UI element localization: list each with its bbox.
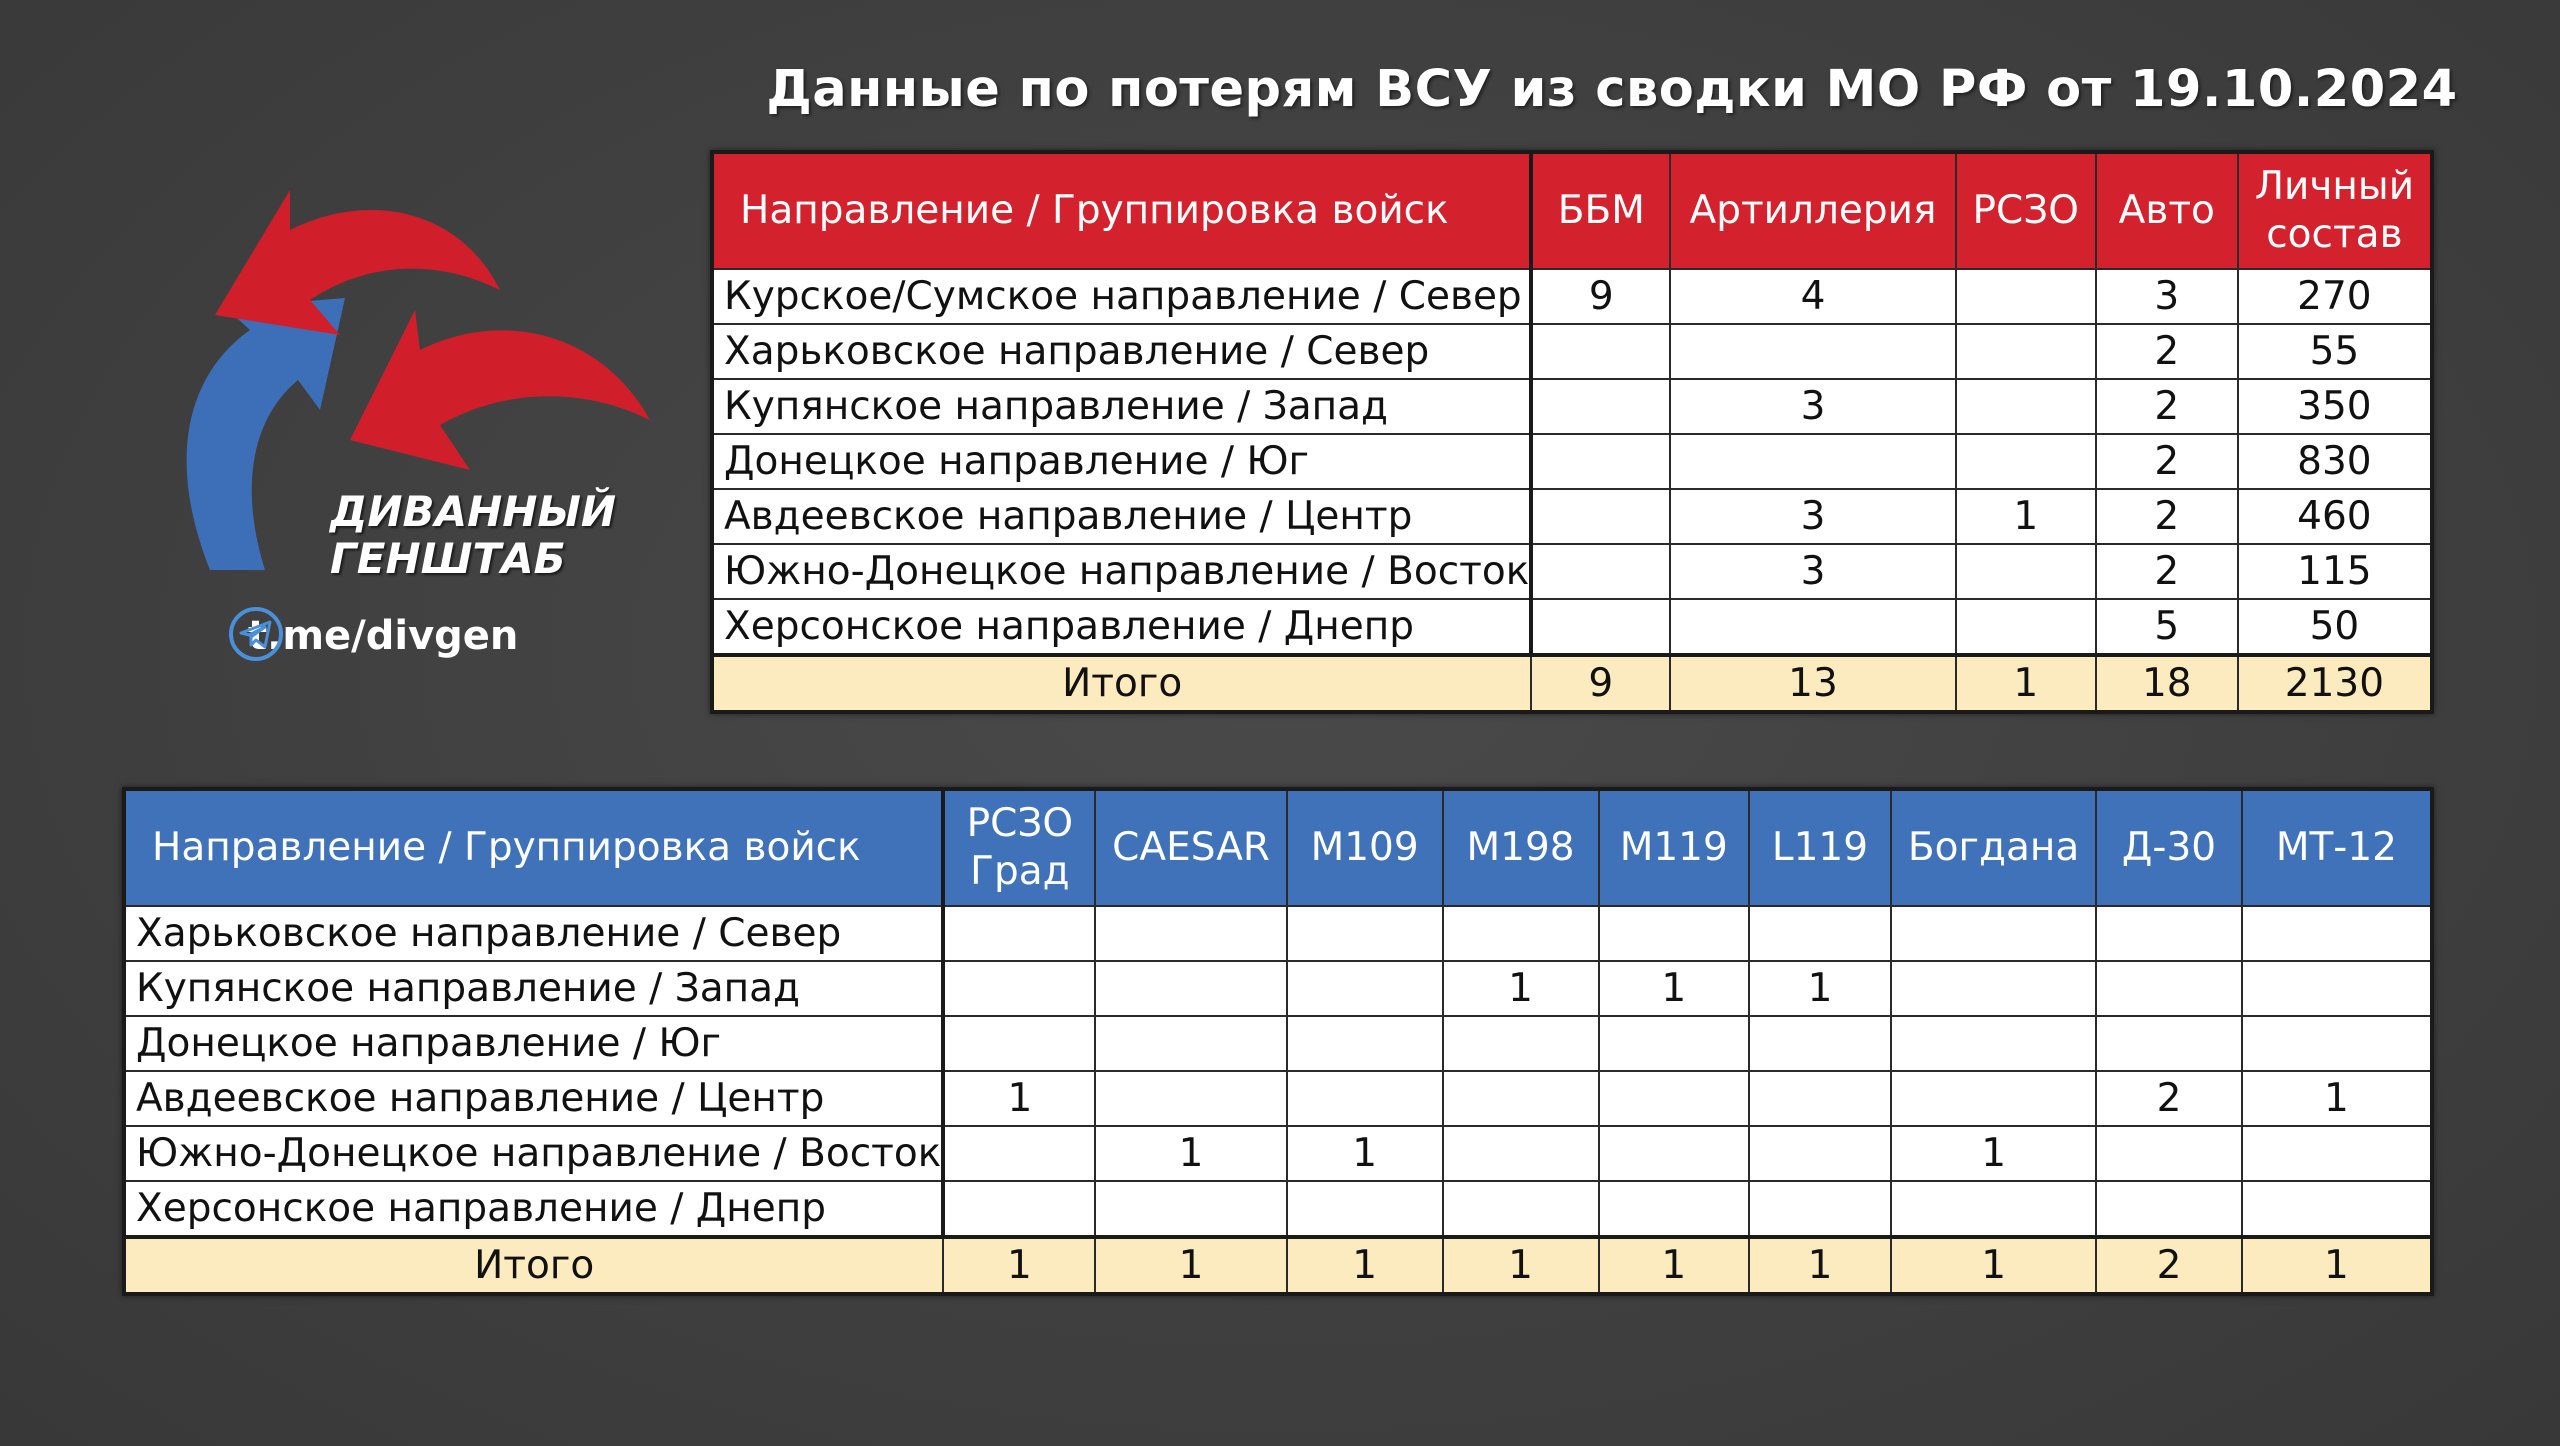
telegram-icon xyxy=(228,606,284,662)
losses-table-top xyxy=(710,150,2434,714)
value-cell: 270 xyxy=(2238,269,2432,324)
value-cell: 2 xyxy=(2096,324,2238,379)
value-cell xyxy=(2242,1016,2432,1071)
value-cell: 2 xyxy=(2096,379,2238,434)
value-cell xyxy=(1095,1071,1286,1126)
table-row xyxy=(124,961,2432,1016)
value-cell: 460 xyxy=(2238,489,2432,544)
logo-link-row xyxy=(228,606,518,666)
total-value: 1 xyxy=(1443,1237,1599,1294)
value-cell: 1 xyxy=(1749,961,1891,1016)
value-cell: 9 xyxy=(1531,269,1670,324)
value-cell: 3 xyxy=(1670,379,1955,434)
direction-cell: Южно-Донецкое направление / Восток xyxy=(124,1126,943,1181)
direction-cell: Купянское направление / Запад xyxy=(124,961,943,1016)
table-row xyxy=(124,1126,2432,1181)
total-value: 1 xyxy=(1095,1237,1286,1294)
column-header: РСЗО xyxy=(1956,152,2096,269)
value-cell xyxy=(943,1016,1095,1071)
direction-cell: Южно-Донецкое направление / Восток xyxy=(712,544,1531,599)
table-row xyxy=(124,1016,2432,1071)
value-cell xyxy=(1670,599,1955,655)
value-cell xyxy=(1287,906,1443,961)
table-header-row xyxy=(124,789,2432,906)
direction-cell: Херсонское направление / Днепр xyxy=(712,599,1531,655)
value-cell xyxy=(1599,1071,1749,1126)
value-cell: 2 xyxy=(2096,544,2238,599)
value-cell: 1 xyxy=(1287,1126,1443,1181)
value-cell xyxy=(2242,1181,2432,1237)
value-cell xyxy=(1749,1181,1891,1237)
total-value: 1 xyxy=(1599,1237,1749,1294)
table-row xyxy=(712,379,2432,434)
total-label: Итого xyxy=(712,655,1531,712)
value-cell: 115 xyxy=(2238,544,2432,599)
value-cell xyxy=(1443,906,1599,961)
total-value: 9 xyxy=(1531,655,1670,712)
value-cell xyxy=(1443,1126,1599,1181)
value-cell xyxy=(1956,379,2096,434)
value-cell xyxy=(1670,434,1955,489)
value-cell: 1 xyxy=(943,1071,1095,1126)
direction-cell: Купянское направление / Запад xyxy=(712,379,1531,434)
table-row xyxy=(712,599,2432,655)
value-cell: 4 xyxy=(1670,269,1955,324)
direction-cell: Авдеевское направление / Центр xyxy=(712,489,1531,544)
value-cell xyxy=(1956,269,2096,324)
value-cell xyxy=(1287,1071,1443,1126)
table-row xyxy=(124,1181,2432,1237)
value-cell xyxy=(2242,906,2432,961)
total-value: 13 xyxy=(1670,655,1955,712)
value-cell xyxy=(1095,1181,1286,1237)
table-row xyxy=(124,906,2432,961)
value-cell xyxy=(1095,906,1286,961)
value-cell: 2 xyxy=(2096,489,2238,544)
value-cell xyxy=(1443,1181,1599,1237)
column-header-direction: Направление / Группировка войск xyxy=(124,789,943,906)
page-title: Данные по потерям ВСУ из сводки МО РФ от 19.10.2024 xyxy=(766,60,2458,119)
value-cell xyxy=(943,906,1095,961)
column-header: M109 xyxy=(1287,789,1443,906)
value-cell xyxy=(1095,1016,1286,1071)
value-cell xyxy=(1891,1181,2096,1237)
table-header-row xyxy=(712,152,2432,269)
value-cell: 1 xyxy=(1956,489,2096,544)
value-cell xyxy=(1531,324,1670,379)
table-row xyxy=(712,544,2432,599)
value-cell xyxy=(1891,906,2096,961)
value-cell: 2 xyxy=(2096,1071,2242,1126)
column-header: Артиллерия xyxy=(1670,152,1955,269)
column-header: CAESAR xyxy=(1095,789,1286,906)
value-cell xyxy=(1531,489,1670,544)
value-cell xyxy=(1443,1071,1599,1126)
logo xyxy=(170,170,670,680)
value-cell xyxy=(1443,1016,1599,1071)
value-cell xyxy=(2242,1126,2432,1181)
value-cell xyxy=(1599,1181,1749,1237)
value-cell xyxy=(1749,1016,1891,1071)
value-cell: 3 xyxy=(1670,544,1955,599)
value-cell xyxy=(2096,961,2242,1016)
value-cell: 3 xyxy=(1670,489,1955,544)
total-value: 18 xyxy=(2096,655,2238,712)
value-cell xyxy=(1670,324,1955,379)
value-cell xyxy=(2096,1126,2242,1181)
value-cell xyxy=(2096,1016,2242,1071)
logo-name-line1: ДИВАННЫЙ xyxy=(330,487,617,536)
direction-cell: Харьковское направление / Север xyxy=(712,324,1531,379)
value-cell xyxy=(1956,324,2096,379)
direction-cell: Курское/Сумское направление / Север xyxy=(712,269,1531,324)
total-row xyxy=(712,655,2432,712)
total-row xyxy=(124,1237,2432,1294)
value-cell xyxy=(1287,1016,1443,1071)
value-cell xyxy=(943,1181,1095,1237)
value-cell: 350 xyxy=(2238,379,2432,434)
table-row xyxy=(712,489,2432,544)
column-header: Личный состав xyxy=(2238,152,2432,269)
column-header: L119 xyxy=(1749,789,1891,906)
value-cell xyxy=(1599,1016,1749,1071)
column-header: Авто xyxy=(2096,152,2238,269)
value-cell: 1 xyxy=(1599,961,1749,1016)
value-cell xyxy=(1891,961,2096,1016)
value-cell xyxy=(2096,906,2242,961)
value-cell xyxy=(1095,961,1286,1016)
value-cell xyxy=(1531,544,1670,599)
total-value: 2130 xyxy=(2238,655,2432,712)
column-header: МТ-12 xyxy=(2242,789,2432,906)
value-cell xyxy=(1531,379,1670,434)
column-header: M198 xyxy=(1443,789,1599,906)
value-cell xyxy=(943,1126,1095,1181)
column-header: Д-30 xyxy=(2096,789,2242,906)
logo-name-line2: ГЕНШТАБ xyxy=(330,534,566,583)
direction-cell: Херсонское направление / Днепр xyxy=(124,1181,943,1237)
value-cell xyxy=(1749,1126,1891,1181)
column-header: Богдана xyxy=(1891,789,2096,906)
value-cell xyxy=(1891,1016,2096,1071)
value-cell xyxy=(1749,1071,1891,1126)
total-label: Итого xyxy=(124,1237,943,1294)
value-cell xyxy=(1599,906,1749,961)
value-cell xyxy=(1531,434,1670,489)
value-cell: 3 xyxy=(2096,269,2238,324)
value-cell: 1 xyxy=(1095,1126,1286,1181)
value-cell xyxy=(1599,1126,1749,1181)
value-cell: 1 xyxy=(2242,1071,2432,1126)
value-cell xyxy=(1287,1181,1443,1237)
direction-cell: Донецкое направление / Юг xyxy=(124,1016,943,1071)
value-cell xyxy=(1956,434,2096,489)
table-row xyxy=(124,1071,2432,1126)
total-value: 1 xyxy=(2242,1237,2432,1294)
losses-table-bottom xyxy=(122,787,2434,1296)
direction-cell: Авдеевское направление / Центр xyxy=(124,1071,943,1126)
direction-cell: Донецкое направление / Юг xyxy=(712,434,1531,489)
value-cell xyxy=(2242,961,2432,1016)
value-cell xyxy=(2096,1181,2242,1237)
value-cell xyxy=(1891,1071,2096,1126)
total-value: 1 xyxy=(1956,655,2096,712)
column-header: M119 xyxy=(1599,789,1749,906)
value-cell: 2 xyxy=(2096,434,2238,489)
column-header: РСЗО Град xyxy=(943,789,1095,906)
value-cell xyxy=(943,961,1095,1016)
table-row xyxy=(712,324,2432,379)
telegram-link[interactable]: t.me/divgen xyxy=(248,613,519,659)
value-cell xyxy=(1956,599,2096,655)
logo-name xyxy=(330,488,616,582)
value-cell xyxy=(1749,906,1891,961)
column-header-direction: Направление / Группировка войск xyxy=(712,152,1531,269)
value-cell: 1 xyxy=(1443,961,1599,1016)
direction-cell: Харьковское направление / Север xyxy=(124,906,943,961)
table-row xyxy=(712,269,2432,324)
value-cell: 1 xyxy=(1891,1126,2096,1181)
value-cell: 55 xyxy=(2238,324,2432,379)
total-value: 1 xyxy=(1287,1237,1443,1294)
column-header: ББМ xyxy=(1531,152,1670,269)
value-cell: 830 xyxy=(2238,434,2432,489)
table-row xyxy=(712,434,2432,489)
total-value: 1 xyxy=(1749,1237,1891,1294)
total-value: 1 xyxy=(943,1237,1095,1294)
total-value: 1 xyxy=(1891,1237,2096,1294)
value-cell xyxy=(1956,544,2096,599)
value-cell xyxy=(1287,961,1443,1016)
value-cell: 5 xyxy=(2096,599,2238,655)
value-cell xyxy=(1531,599,1670,655)
total-value: 2 xyxy=(2096,1237,2242,1294)
value-cell: 50 xyxy=(2238,599,2432,655)
